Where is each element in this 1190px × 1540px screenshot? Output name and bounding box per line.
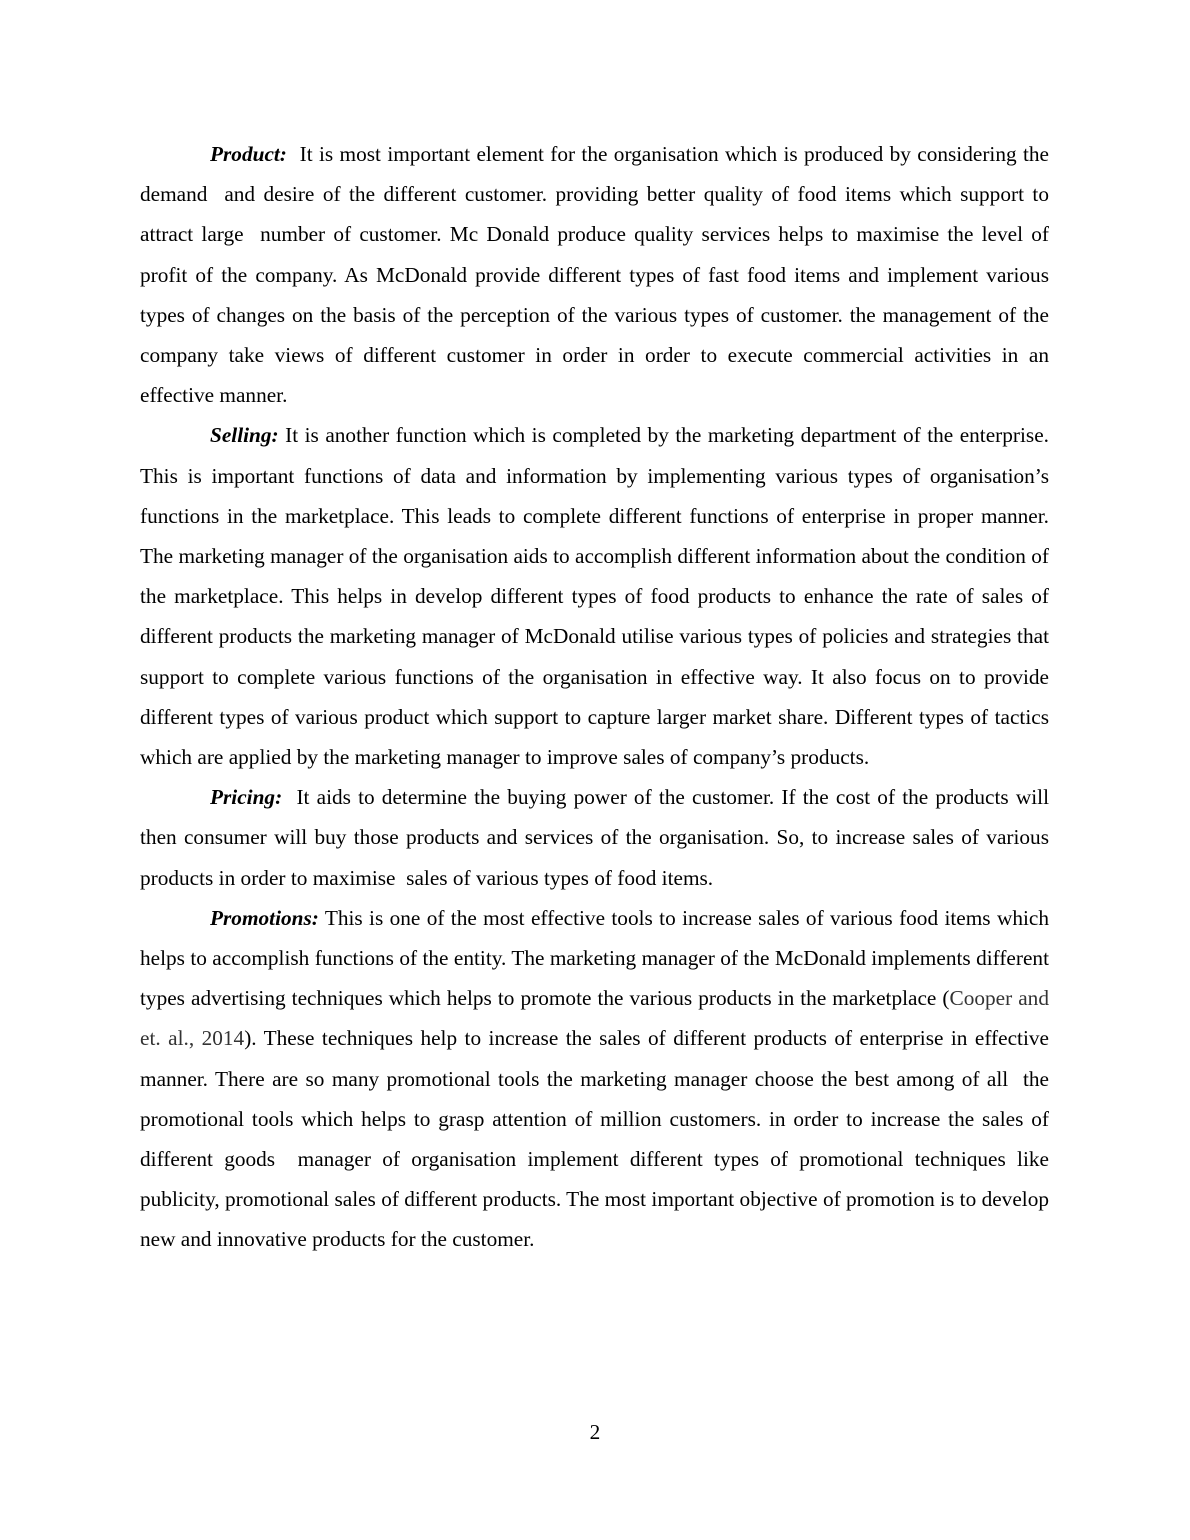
paragraph-product bbox=[140, 134, 1055, 415]
paragraph-text: It is another function which is completed by the marketing department of the enterprise. This is important functions of data and information by implementing various types of organisation’s functions in the marketplace. This leads to complete different functions of enterprise in proper manner. The marketing manager of the organisation aids to accomplish different information about the condition of the marketplace. This helps in develop different types of food products to enhance the rate of sales of different products the marketing manager of McDonald utilise various types of policies and strategies that support to complete various functions of the organisation in effective way. It also focus on to provide different types of various product which support to capture larger market share. Different types of tactics which are applied by the marketing manager to improve sales of company’s products. bbox=[140, 423, 1055, 770]
paragraph-text: It aids to determine the buying power of the customer. If the cost of the products will then consumer will buy those products and services of the organisation. So, to increase sales of various products in order to maximise sales of various types of food items. bbox=[140, 785, 1055, 890]
paragraph-promotions bbox=[140, 898, 1055, 1260]
paragraph-pricing bbox=[140, 777, 1055, 898]
paragraph-heading: Selling: bbox=[210, 423, 279, 448]
paragraph-text: It is most important element for the organisation which is produced by considering the demand and desire of the different customer. providing better quality of food items which support to attract large number of customer. Mc Donald produce quality services helps to maximise the level of profit of the company. As McDonald provide different types of fast food items and implement various types of changes on the basis of the perception of the various types of customer. the management of the company take views of different customer in order in order to execute commercial activities in an effective manner. bbox=[140, 142, 1055, 408]
citation-link: Cooper and et. al., 2014 bbox=[140, 986, 1055, 1051]
document-body bbox=[140, 134, 1055, 1260]
paragraph-heading: Promotions: bbox=[210, 905, 319, 930]
paragraph-selling bbox=[140, 415, 1055, 777]
paragraph-text: This is one of the most effective tools to increase sales of various food items which helps to accomplish functions of the entity. The marketing manager of the McDonald implements different types advertising techniques which helps to promote the various products in the marketplace ( bbox=[140, 905, 1055, 1011]
page-number: 2 bbox=[589, 1420, 601, 1444]
paragraph-heading: Pricing: bbox=[210, 785, 283, 810]
paragraph-text: ). These techniques help to increase the sales of different products of enterprise in effective manner. There are so many promotional tools the marketing manager choose the best among of all the promotional tools which helps to grasp attention of million customers. in order to increase the sales of different goods manager of organisation implement different types of promotional techniques like publicity, promotional sales of different products. The most important objective of promotion is to develop new and innovative products for the customer. bbox=[140, 1026, 1055, 1252]
paragraph-heading: Product: bbox=[210, 142, 287, 166]
